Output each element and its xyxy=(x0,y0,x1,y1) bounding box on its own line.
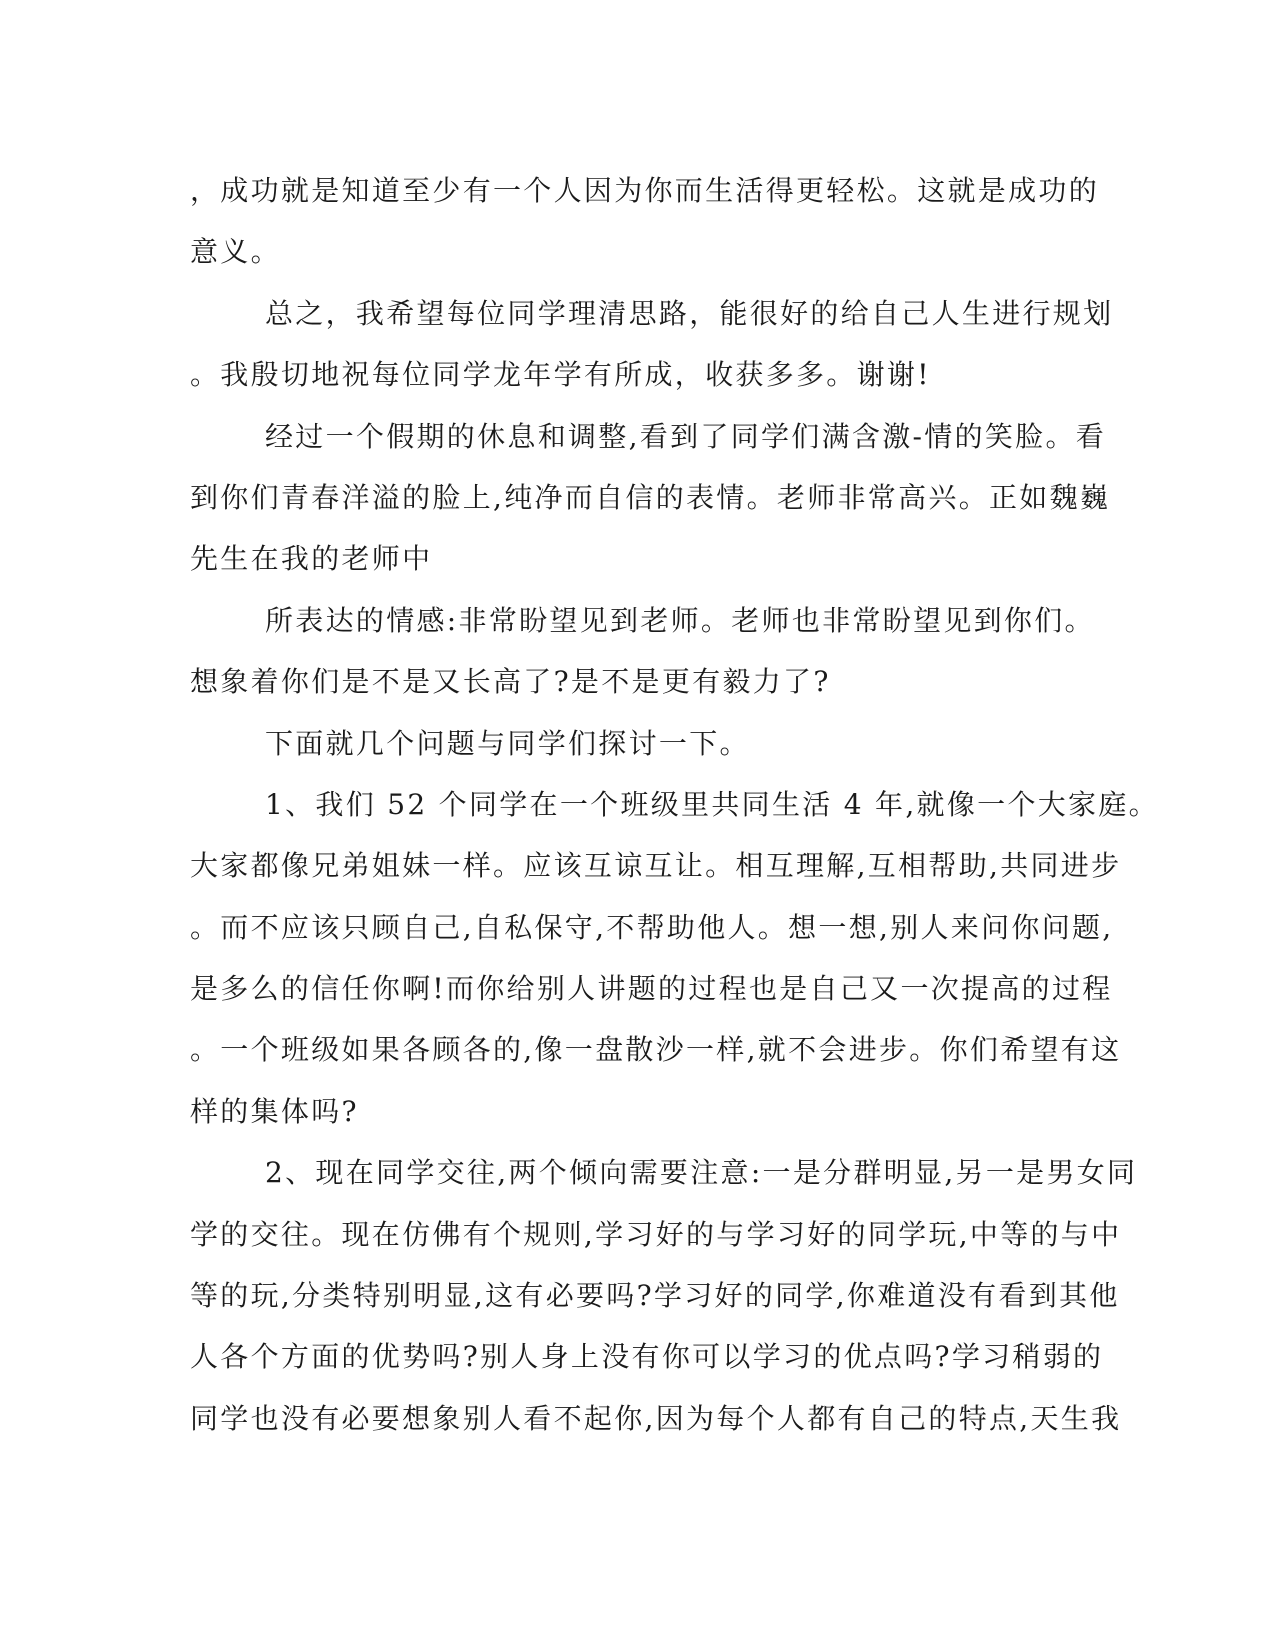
document-body xyxy=(190,160,1159,1449)
text-line: 是多么的信任你啊!而你给别人讲题的过程也是自己又一次提高的过程 xyxy=(190,972,1113,1006)
text-line: 同学也没有必要想象别人看不起你,因为每个人都有自己的特点,天生我 xyxy=(190,1401,1122,1435)
text-line: 人各个方面的优势吗?别人身上没有你可以学习的优点吗?学习稍弱的 xyxy=(190,1340,1104,1374)
text-line: 2、现在同学交往,两个倾向需要注意:一是分群明显,另一是男女同 xyxy=(265,1156,1138,1190)
text-line: 经过一个假期的休息和调整,看到了同学们满含激-情的笑脸。看 xyxy=(265,419,1107,453)
text-line: 意义。 xyxy=(190,235,281,269)
text-line: 想象着你们是不是又长高了?是不是更有毅力了? xyxy=(190,665,831,699)
text-line: 1、我们 52 个同学在一个班级里共同生活 4 年,就像一个大家庭。 xyxy=(265,787,1159,821)
text-line: 下面就几个问题与同学们探讨一下。 xyxy=(265,726,750,760)
text-line: 等的玩,分类特别明显,这有必要吗?学习好的同学,你难道没有看到其他 xyxy=(190,1279,1120,1313)
text-line: 到你们青春洋溢的脸上,纯净而自信的表情。老师非常高兴。正如魏巍 xyxy=(190,480,1111,514)
text-line: 。一个班级如果各顾各的,像一盘散沙一样,就不会进步。你们希望有这 xyxy=(190,1033,1122,1067)
text-line: 大家都像兄弟姐妹一样。应该互谅互让。相互理解,互相帮助,共同进步 xyxy=(190,849,1122,883)
text-line: 样的集体吗? xyxy=(190,1094,359,1128)
text-line: 所表达的情感:非常盼望见到老师。老师也非常盼望见到你们。 xyxy=(265,603,1095,637)
text-line: 学的交往。现在仿佛有个规则,学习好的与学习好的同学玩,中等的与中 xyxy=(190,1217,1122,1251)
text-line: 。我殷切地祝每位同学龙年学有所成，收获多多。谢谢! xyxy=(190,358,931,392)
text-line: 先生在我的老师中 xyxy=(190,542,433,576)
text-line: 总之，我希望每位同学理清思路，能很好的给自己人生进行规划 xyxy=(265,296,1114,330)
text-line: 。而不应该只顾自己,自私保守,不帮助他人。想一想,别人来问你问题, xyxy=(190,910,1114,944)
text-line: ，成功就是知道至少有一个人因为你而生活得更轻松。这就是成功的 xyxy=(190,174,1100,207)
